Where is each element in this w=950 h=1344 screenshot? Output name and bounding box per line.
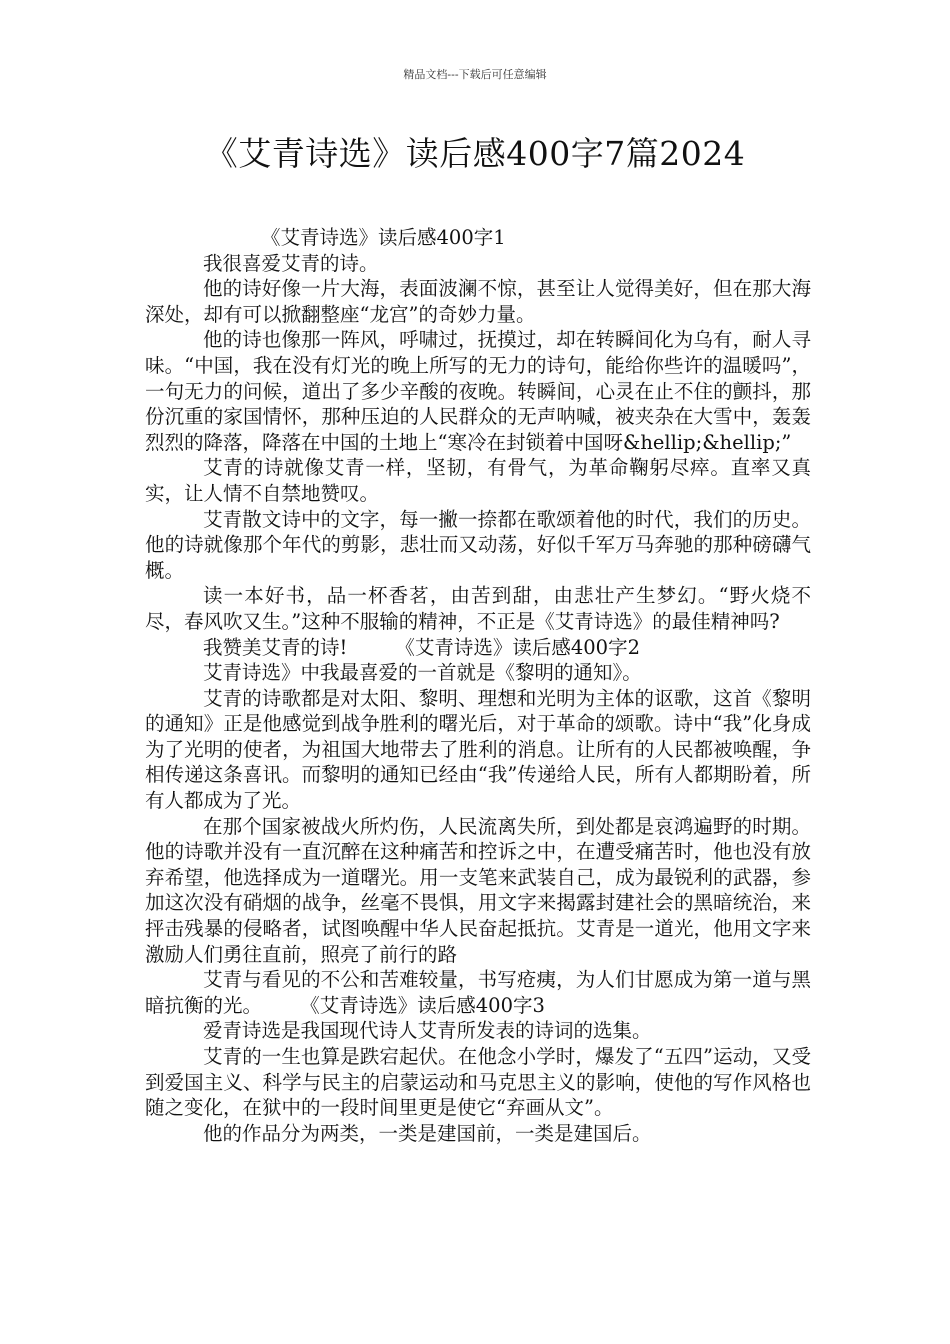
paragraph: 艾青诗选》中我最喜爱的一首就是《黎明的通知》。 [203, 661, 642, 685]
paragraph: 在那个国家被战火所灼伤，人民流离失所，到处都是哀鸿遍野的时期。他的诗歌并没有一直沉醉在这种痛苦和控诉之中，在遭受痛苦时，他也没有放弃希望，他选择成为一道曙光。用一支笔来武装自己，成为最锐利的武器，参加这次没有硝烟的战争，丝毫不畏惧，用文字来揭露封建社会的黑暗统治，来抨击残暴的侵略者，试图唤醒中华人民奋起抵抗。艾青是一道光，他用文字来激励人们勇往直前，照亮了前行的路 [145, 814, 811, 966]
document-body [145, 225, 811, 1146]
paragraph: 艾青散文诗中的文字，每一撇一捺都在歌颂着他的时代，我们的历史。他的诗就像那个年代的剪影，悲壮而又动荡，好似千军万马奔驰的那种磅礴气概。 [145, 507, 811, 582]
paragraph [145, 635, 811, 661]
paragraph: 他的诗好像一片大海，表面波澜不惊，甚至让人觉得美好，但在那大海深处，却有可以掀翻整座“龙宫”的奇妙力量。 [145, 277, 811, 326]
page-header: 精品文档---下载后可任意编辑 [403, 68, 547, 81]
document-title: 《艾青诗选》读后感400字7篇2024 [204, 134, 746, 173]
paragraph: 艾青的诗就像艾青一样，坚韧，有骨气，为革命鞠躬尽瘁。直率又真实，让人情不自禁地赞叹。 [145, 456, 811, 505]
paragraph: 他的作品分为两类，一类是建国前，一类是建国后。 [203, 1121, 652, 1145]
paragraph: 我很喜爱艾青的诗。 [203, 251, 379, 275]
section-subtitle: 《艾青诗选》读后感400字2 [395, 635, 640, 659]
section-subtitle: 《艾青诗选》读后感400字1 [261, 226, 506, 249]
paragraph: 他的诗也像那一阵风，呼啸过，抚摸过，却在转瞬间化为乌有，耐人寻味。“中国，我在没有灯光的晚上所写的无力的诗句，能给你些许的温暖吗”，一句无力的问候，道出了多少辛酸的夜晚。转瞬间，心灵在止不住的颤抖，那份沉重的家国情怀，那种压迫的人民群众的无声呐喊，被夹杂在大雪中，轰轰烈烈的降落，降落在中国的土地上“寒冷在封锁着中国呀&hellip;&hellip;” [145, 328, 811, 454]
paragraph-text: 艾青与看见的不公和苦难较量，书写疮痍，为人们甘愿成为第一道与黑暗抗衡的光。 [145, 968, 811, 1017]
paragraph: 艾青的一生也算是跌宕起伏。在他念小学时，爆发了“五四”运动，又受到爱国主义、科学与民主的启蒙运动和马克思主义的影响，使他的写作风格也随之变化，在狱中的一段时间里更是使它“弃画从文”。 [145, 1045, 811, 1120]
paragraph: 艾青的诗歌都是对太阳、黎明、理想和光明为主体的讴歌，这首《黎明的通知》正是他感觉到战争胜利的曙光后，对于革命的颂歌。诗中“我”化身成为了光明的使者，为祖国大地带去了胜利的消息。让所有的人民都被唤醒，争相传递这条喜讯。而黎明的通知已经由“我”传递给人民，所有人都期盼着，所有人都成为了光。 [145, 686, 811, 813]
paragraph: 读一本好书，品一杯香茗，由苦到甜，由悲壮产生梦幻。“野火烧不尽，春风吹又生。”这种不服输的精神，不正是《艾青诗选》的最佳精神吗? [145, 584, 811, 633]
paragraph-text: 我赞美艾青的诗! [203, 635, 348, 659]
section-subtitle: 《艾青诗选》读后感400字3 [310, 993, 545, 1017]
paragraph [145, 967, 811, 1018]
paragraph: 爱青诗选是我国现代诗人艾青所发表的诗词的选集。 [203, 1019, 652, 1043]
